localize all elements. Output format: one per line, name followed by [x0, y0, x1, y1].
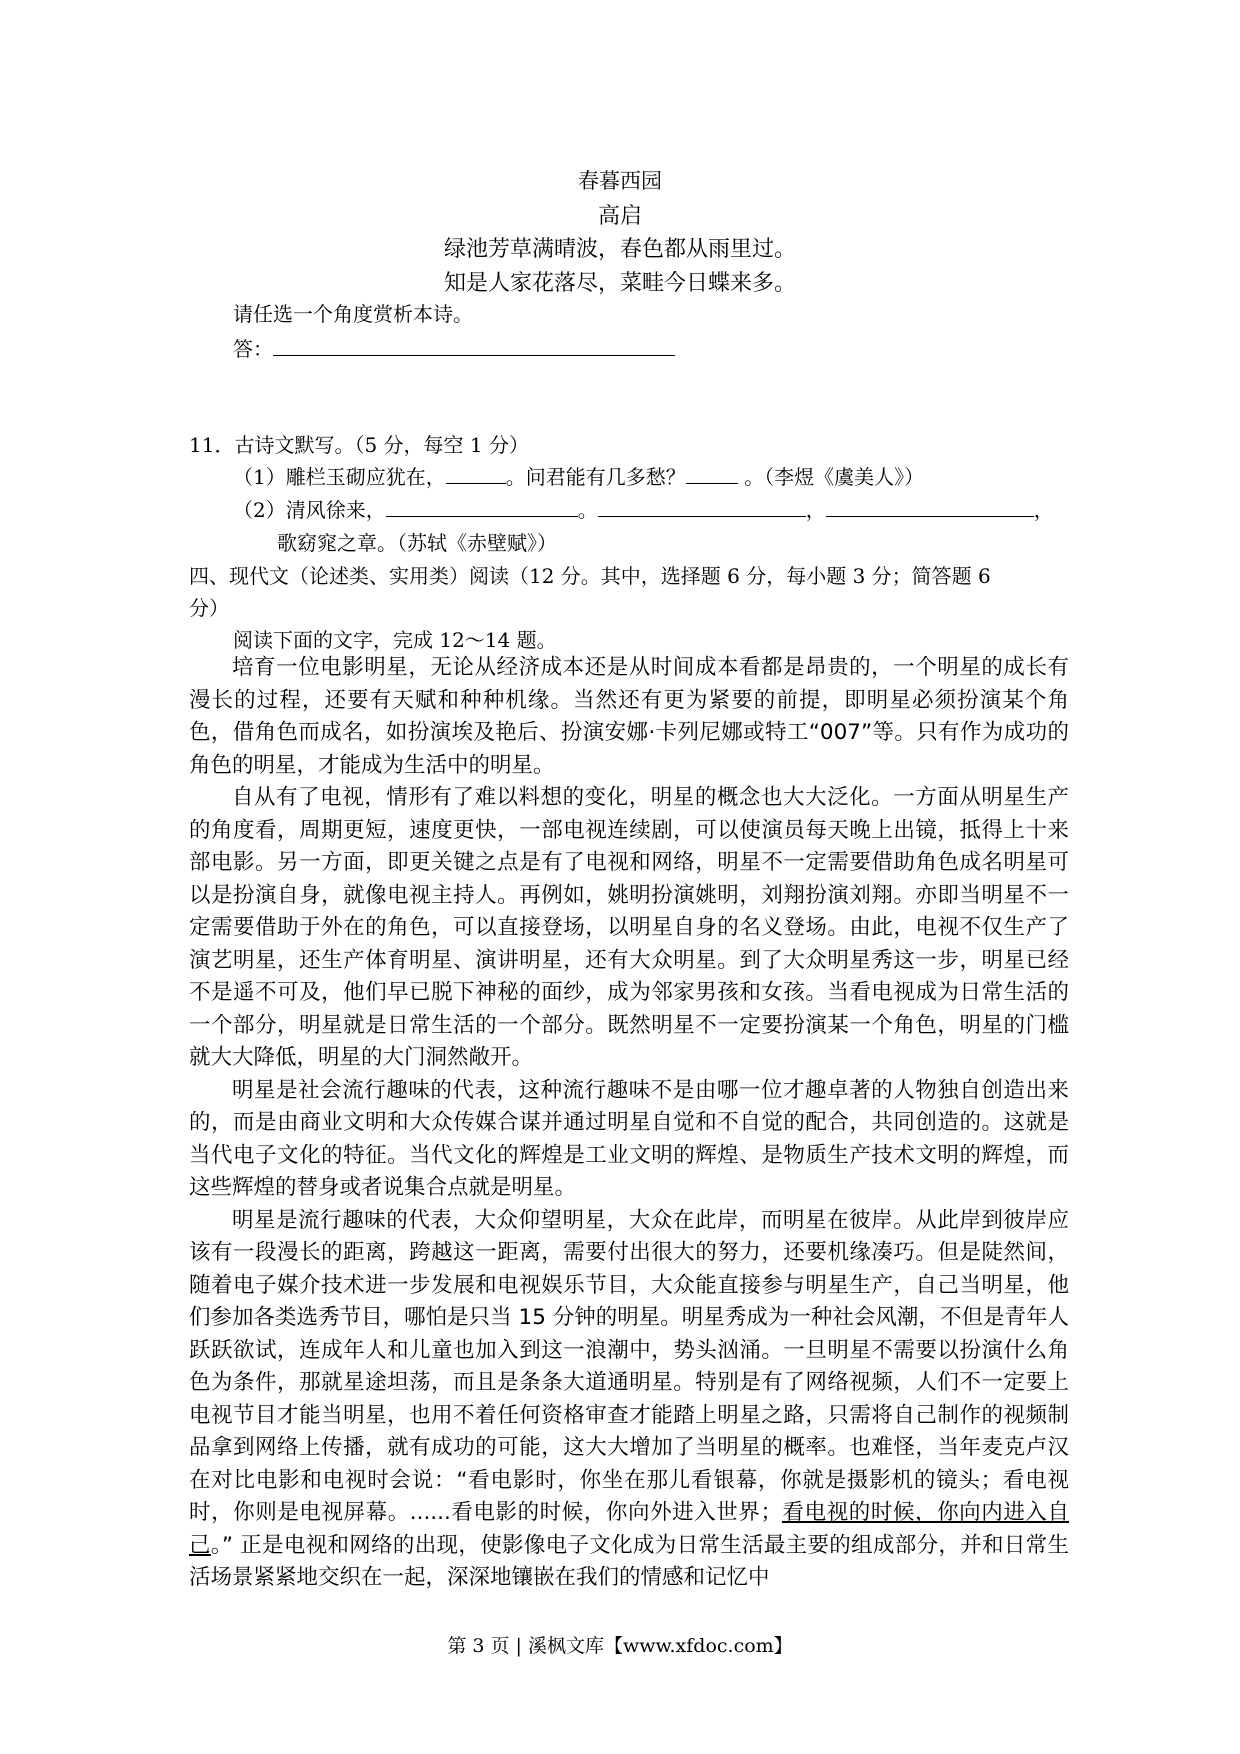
question-11-item-2-cont: 歌窈窕之章。（苏轼《赤壁赋》） [277, 531, 557, 555]
article-paragraph [189, 1205, 1069, 1595]
fill-blank[interactable] [386, 498, 578, 517]
answer-blank[interactable] [273, 337, 675, 356]
fill-blank[interactable] [446, 465, 506, 484]
question-prompt: 请任选一个角度赏析本诗。 [233, 302, 473, 326]
item-text: （1）雕栏玉砌应犹在， [233, 465, 446, 489]
paragraph-text: 明星是流行趣味的代表，大众仰望明星，大众在此岸，而明星在彼岸。从此岸到彼岸应该有一段漫长的距离，跨越这一距离，需要付出很大的努力，还要机缘凑巧。但是陡然间，随着电子媒介技术进一步发展和电视娱乐节目，大众能直接参与明星生产，自己当明星，他们参加各类选秀节目，哪怕是只当 15 分钟的明星。明星秀成为一种社会风潮，不但是青年人跃跃欲试，连成年人和儿童也加入到这一浪潮中，势头汹涌。一旦明星不需要以扮演什么角色为条件，那就星途坦荡，而且是条条大道通明星。特别是有了网络视频，人们不一定要上电视节目才能当明星，也用不着任何资格审查才能踏上明星之路，只需将自己制作的视频制品拿到网络上传播，就有成功的可能，这大大增加了当明星的概率。也难怪，当年麦克卢汉在对比电影和电视时会说：“看电影时，你坐在那儿看银幕，你就是摄影机的镜头；看电视时，你则是电视屏幕。......看电影的时候，你向外进入世界； [189, 1207, 1069, 1525]
item-text: ， [1033, 498, 1054, 522]
question-11-heading: 11．古诗文默写。（5 分，每空 1 分） [189, 433, 529, 457]
section-heading: 四、现代文（论述类、实用类）阅读（12 分。其中，选择题 6 分，每小题 3 分；简答题 6 [189, 564, 991, 588]
fill-blank[interactable] [686, 465, 738, 484]
article-body [189, 652, 1069, 1595]
article-paragraph: 明星是社会流行趣味的代表，这种流行趣味不是由哪一位才趣卓著的人物独自创造出来的，而是由商业文明和大众传媒合谋并通过明星自觉和不自觉的配合，共同创造的。这就是当代电子文化的特征。当代文化的辉煌是工业文明的辉煌、是物质生产技术文明的辉煌，而这些辉煌的替身或者说集合点就是明星。 [189, 1077, 1069, 1200]
underlined-quote: 看电视的时候，你向内进入自己 [189, 1500, 1069, 1558]
item-text: 。（李煜《虞美人》） [737, 465, 925, 489]
section-heading-cont: 分） [189, 596, 229, 620]
poem-line: 绿池芳草满晴波，春色都从雨里过。 [443, 237, 796, 262]
poem-title: 春暮西园 [578, 169, 662, 193]
answer-label: 答： [233, 337, 273, 361]
paragraph-text: 。” 正是电视和网络的出现，使影像电子文化成为日常生活最主要的组成部分，并和日常生活场景紧紧地交织在一起，深深地镶嵌在我们的情感和记忆中 [189, 1532, 1069, 1590]
item-text: ， [805, 498, 826, 522]
article-paragraph: 培育一位电影明星，无论从经济成本还是从时间成本看都是昂贵的，一个明星的成长有漫长的过程，还要有天赋和种种机缘。当然还有更为紧要的前提，即明星必须扮演某个角色，借角色而成名，如扮演埃及艳后、扮演安娜·卡列尼娜或特工“007”等。只有作为成功的角色的明星，才能成为生活中的明星。 [189, 655, 1069, 778]
poem-author: 高启 [597, 204, 642, 229]
fill-blank[interactable] [598, 498, 806, 517]
reading-instruction: 阅读下面的文字，完成 12～14 题。 [233, 628, 557, 652]
poem-line: 知是人家花落尽，菜畦今日蝶来多。 [443, 271, 796, 296]
fill-blank[interactable] [826, 498, 1034, 517]
item-text: 。 [577, 498, 598, 522]
question-11-item-2 [233, 494, 1054, 523]
answer-line [233, 333, 675, 362]
item-text: 。问君能有几多愁？ [505, 465, 686, 489]
page-footer: 第 3 页 | 溪枫文库【www.xfdoc.com】 [447, 1635, 793, 1657]
item-text: （2）清风徐来， [233, 498, 386, 522]
question-11-item-1 [233, 461, 924, 490]
article-paragraph: 自从有了电视，情形有了难以料想的变化，明星的概念也大大泛化。一方面从明星生产的角度看，周期更短，速度更快，一部电视连续剧，可以使演员每天晚上出镜，抵得上十来部电影。另一方面，即更关键之点是有了电视和网络，明星不一定需要借助角色成名明星可以是扮演自身，就像电视主持人。再例如，姚明扮演姚明，刘翔扮演刘翔。亦即当明星不一定需要借助于外在的角色，可以直接登场，以明星自身的名义登场。由此，电视不仅生产了演艺明星，还生产体育明星、演讲明星，还有大众明星。到了大众明星秀这一步，明星已经不是遥不可及，他们早已脱下神秘的面纱，成为邻家男孩和女孩。当看电视成为日常生活的一个部分，明星就是日常生活的一个部分。既然明星不一定要扮演某一个角色，明星的门槛就大大降低，明星的大门洞然敞开。 [189, 785, 1069, 1070]
